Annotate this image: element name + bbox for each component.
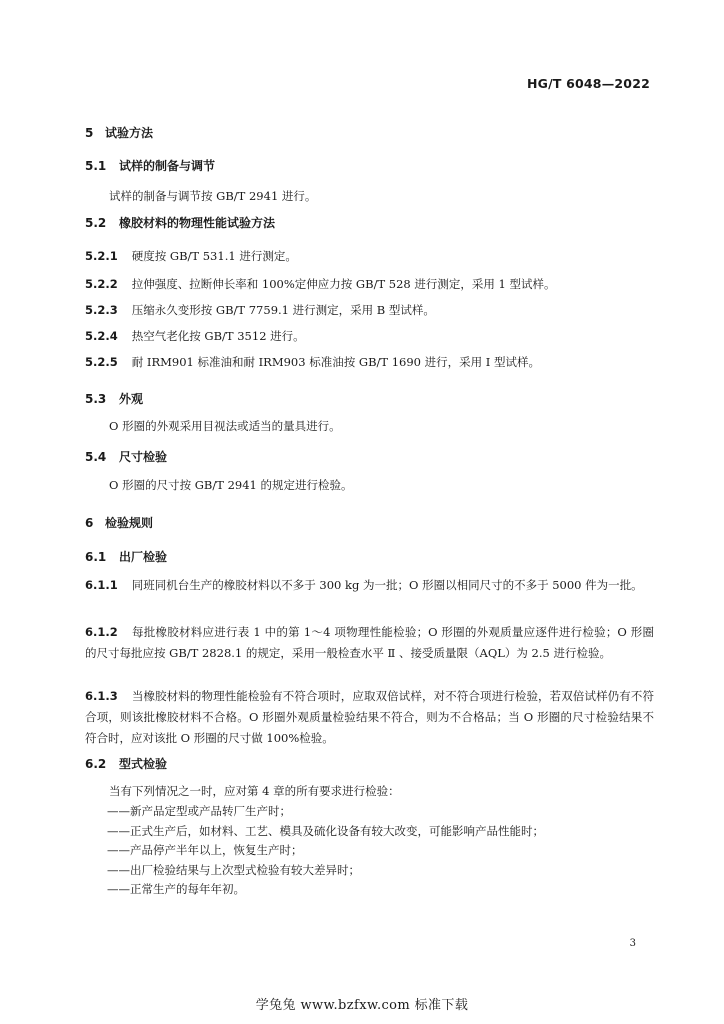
list-item: ——新产品定型或产品转厂生产时； <box>107 804 291 818</box>
list-item: ——正式生产后，如材料、工艺、模具及硫化设备有较大改变，可能影响产品性能时； <box>107 823 544 838</box>
heading-5-4: 5.4 尺寸检验 <box>85 450 168 464</box>
list-item: ——正常生产的每年年初。 <box>107 882 245 896</box>
inspection-conditions-list <box>107 802 544 900</box>
heading-5-1: 5.1 试样的制备与调节 <box>85 159 216 173</box>
clause-6-1-3: 6.1.3 当橡胶材料的物理性能检验有不符合项时，应取双倍试样，对不符合项进行检验，若双倍试样仍有不符合项，则该批橡胶材料不合格。O 形圈外观质量检验结果不符合，则为不合格品；当 O 形圈的尺寸检验结果不符合时，应对该批 O 形圈的尺寸做 100%检验。 <box>85 689 654 745</box>
list-item: ——出厂检验结果与上次型式检验有较大差异时； <box>107 862 360 877</box>
paragraph-5-4: O 形圈的尺寸按 GB/T 2941 的规定进行检验。 <box>109 478 353 492</box>
paragraph-5-3: O 形圈的外观采用目视法或适当的量具进行。 <box>109 419 341 433</box>
heading-6-2: 6.2 型式检验 <box>85 757 168 771</box>
clause-5-2-5: 5.2.5 耐 IRM901 标准油和耐 IRM903 标准油按 GB/T 1690 进行，采用 Ⅰ 型试样。 <box>85 355 540 369</box>
clause-5-2-2: 5.2.2 拉伸强度、拉断伸长率和 100%定伸应力按 GB/T 528 进行测定，采用 1 型试样。 <box>85 277 556 291</box>
heading-5-2: 5.2 橡胶材料的物理性能试验方法 <box>85 216 276 230</box>
clause-5-2-1: 5.2.1 硬度按 GB/T 531.1 进行测定。 <box>85 249 297 263</box>
clause-5-2-4: 5.2.4 热空气老化按 GB/T 3512 进行。 <box>85 329 305 343</box>
paragraph-5-1: 试样的制备与调节按 GB/T 2941 进行。 <box>109 189 317 203</box>
heading-6-1: 6.1 出厂检验 <box>85 550 168 564</box>
footer-watermark: 学兔兔 www.bzfxw.com 标准下载 <box>255 998 469 1013</box>
page-number: 3 <box>629 938 636 949</box>
heading-6: 6 检验规则 <box>85 516 154 530</box>
clause-6-1-1: 6.1.1 同班同机台生产的橡胶材料以不多于 300 kg 为一批；O 形圈以相同尺寸的不多于 5000 件为一批。 <box>85 578 643 592</box>
heading-5-3: 5.3 外观 <box>85 392 144 406</box>
heading-5: 5 试验方法 <box>85 126 154 140</box>
list-item: ——产品停产半年以上，恢复生产时； <box>107 843 303 857</box>
clause-6-1-2: 6.1.2 每批橡胶材料应进行表 1 中的第 1～4 项物理性能检验；O 形圈的外观质量应逐件进行检验；O 形圈的尺寸每批应按 GB/T 2828.1 的规定，采用一般检查水平 Ⅱ 、接受质量限（AQL）为 2.5 进行检验。 <box>85 625 654 660</box>
standard-code: HG/T 6048—2022 <box>526 76 650 91</box>
paragraph-6-2-intro: 当有下列情况之一时，应对第 4 章的所有要求进行检验： <box>109 784 400 798</box>
clause-5-2-3: 5.2.3 压缩永久变形按 GB/T 7759.1 进行测定，采用 B 型试样。 <box>85 303 435 317</box>
